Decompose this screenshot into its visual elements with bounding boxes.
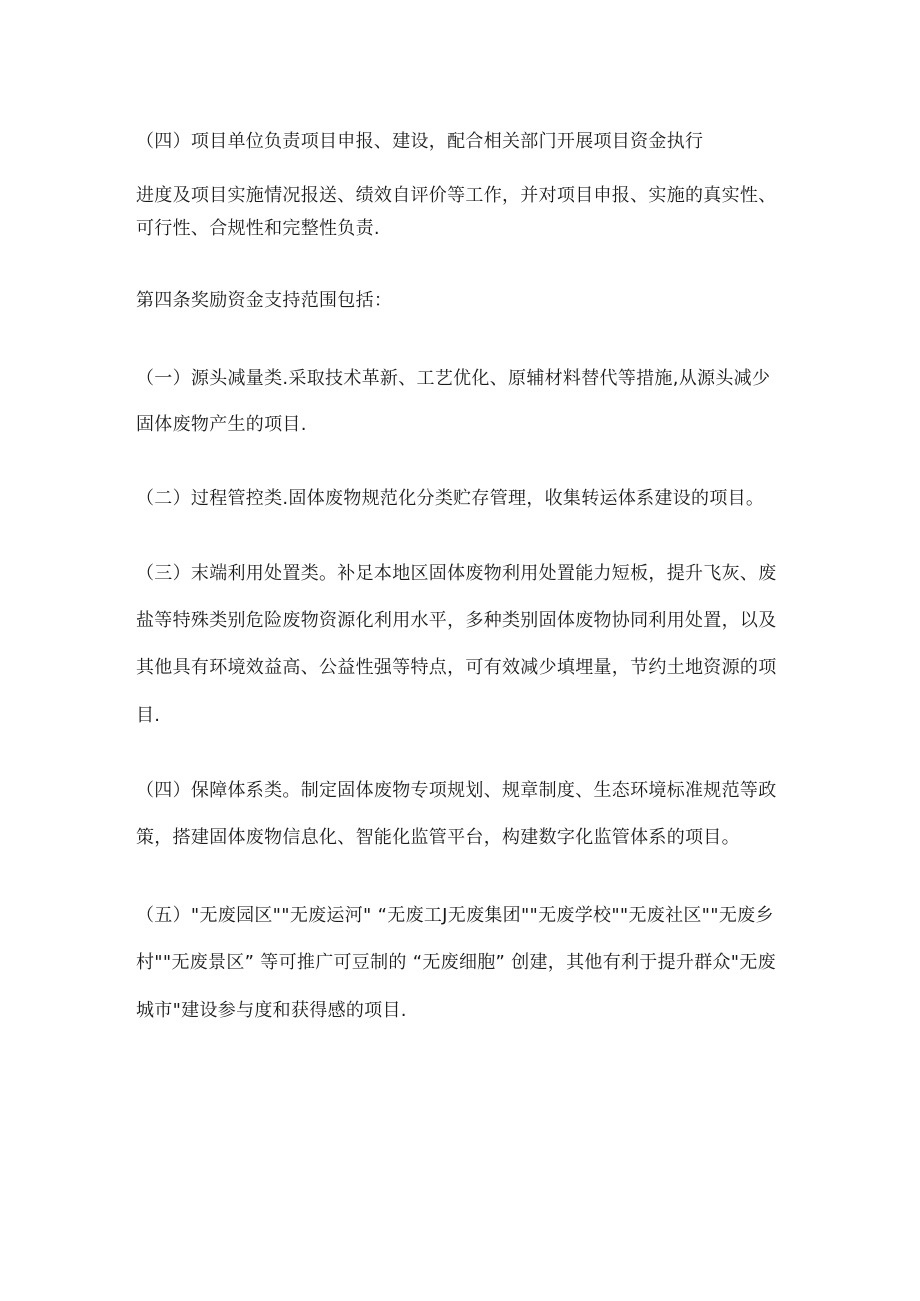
paragraph-line: 可行性、合规性和完整性负责. — [136, 218, 380, 239]
paragraph-line: 进度及项目实施情况报送、绩效自评价等工作，并对项目申报、实施的真实性、 — [136, 185, 777, 206]
paragraph-line: （二）过程管控类.固体废物规范化分类贮存管理，收集转运体系建设的项目。 — [136, 488, 765, 509]
article-heading: 第四条奖励资金支持范围包括： — [136, 290, 393, 311]
paragraph-line: 策，搭建固体废物信息化、智能化监管平台，构建数字化监管体系的项目。 — [136, 827, 740, 848]
paragraph-line: 村""无废景区” 等可推广可豆制的 “无废细胞” 创建，其他有利于提升群众"无废 — [136, 952, 776, 973]
paragraph-line: （五）"无废园区""无废运河" “无废工J无废集团""无废学校""无废社区""无废乡 — [136, 905, 774, 926]
paragraph-line: （四）保障体系类。制定固体废物专项规划、规章制度、生态环境标准规范等政 — [136, 780, 777, 801]
paragraph-line: 其他具有环境效益高、公益性强等特点，可有效减少填埋量，节约土地资源的项 — [136, 657, 777, 678]
paragraph-line: 城市"建设参与度和获得感的项目. — [136, 1000, 407, 1021]
paragraph-line: 目. — [136, 705, 161, 726]
paragraph-line: 盐等特殊类别危险废物资源化利用水平，多种类别固体废物协同利用处置，以及 — [136, 610, 777, 631]
paragraph-line: （一）源头减量类.采取技术革新、工艺优化、原辅材料替代等措施,从源头减少 — [136, 368, 771, 389]
paragraph-line: （四）项目单位负责项目申报、建设，配合相关部门开展项目资金执行 — [136, 131, 704, 152]
paragraph-line: （三）末端利用处置类。补足本地区固体废物利用处置能力短板，提升飞灰、废 — [136, 563, 777, 584]
paragraph-line: 固体废物产生的项目. — [136, 414, 307, 435]
